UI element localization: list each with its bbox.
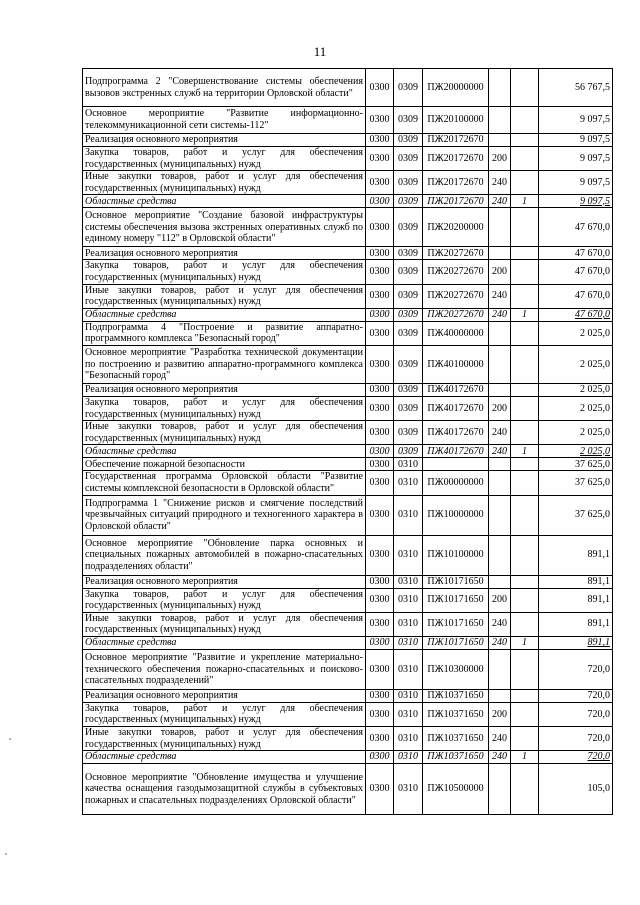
- cell-csr: ПЖ20172670: [423, 171, 489, 195]
- cell-sum: 47 670,0: [539, 308, 613, 321]
- cell-razdel: 0300: [366, 383, 394, 396]
- cell-vr: [489, 649, 511, 689]
- cell-podrazdel: 0309: [394, 195, 423, 208]
- table-row: [83, 247, 613, 260]
- cell-razdel: 0300: [366, 495, 394, 535]
- cell-razdel: 0300: [366, 195, 394, 208]
- cell-csr: ПЖ10371650: [423, 751, 489, 764]
- cell-name: Иные закупки товаров, работ и услуг для обеспечения государственных (муниципальных) нужд: [83, 727, 366, 751]
- cell-kosgu: [511, 171, 539, 195]
- cell-sum: 37 625,0: [539, 495, 613, 535]
- cell-csr: ПЖ20272670: [423, 284, 489, 308]
- cell-razdel: 0300: [366, 134, 394, 147]
- cell-name: Основное мероприятие "Разработка технической документации по построению и развитию аппаратно-программного комплекса "Безопасный город": [83, 345, 366, 383]
- cell-csr: ПЖ20000000: [423, 69, 489, 107]
- cell-vr: [489, 247, 511, 260]
- cell-csr: ПЖ10500000: [423, 764, 489, 815]
- cell-kosgu: [511, 649, 539, 689]
- cell-csr: ПЖ20200000: [423, 208, 489, 247]
- cell-csr: ПЖ20172670: [423, 195, 489, 208]
- cell-podrazdel: 0309: [394, 171, 423, 195]
- cell-kosgu: [511, 247, 539, 260]
- cell-sum: 2 025,0: [539, 321, 613, 345]
- cell-csr: ПЖ10371650: [423, 689, 489, 702]
- cell-razdel: 0300: [366, 649, 394, 689]
- cell-name: Основное мероприятие "Обновление имущества и улучшение качества оснащения газодымозащитной службы в субъектовых пожарных и спасательных подразделениях Орловской области": [83, 764, 366, 815]
- cell-podrazdel: 0309: [394, 107, 423, 134]
- cell-kosgu: [511, 260, 539, 284]
- cell-vr: 200: [489, 702, 511, 726]
- cell-podrazdel: 0309: [394, 208, 423, 247]
- cell-kosgu: [511, 689, 539, 702]
- cell-name: Иные закупки товаров, работ и услуг для обеспечения государственных (муниципальных) нужд: [83, 421, 366, 445]
- table-row: [83, 171, 613, 195]
- cell-sum: 891,1: [539, 636, 613, 649]
- cell-sum: 891,1: [539, 612, 613, 636]
- cell-kosgu: [511, 535, 539, 575]
- table-row: [83, 260, 613, 284]
- cell-vr: [489, 535, 511, 575]
- cell-sum: 720,0: [539, 751, 613, 764]
- table-row: [83, 649, 613, 689]
- cell-vr: [489, 495, 511, 535]
- cell-vr: 240: [489, 612, 511, 636]
- cell-podrazdel: 0309: [394, 396, 423, 420]
- cell-csr: ПЖ10171650: [423, 575, 489, 588]
- cell-kosgu: [511, 383, 539, 396]
- cell-razdel: 0300: [366, 69, 394, 107]
- cell-podrazdel: 0310: [394, 702, 423, 726]
- cell-podrazdel: 0310: [394, 764, 423, 815]
- cell-vr: [489, 321, 511, 345]
- cell-podrazdel: 0309: [394, 147, 423, 171]
- cell-razdel: 0300: [366, 751, 394, 764]
- cell-csr: ПЖ10171650: [423, 612, 489, 636]
- cell-vr: [489, 471, 511, 495]
- cell-sum: 47 670,0: [539, 284, 613, 308]
- table-row: [83, 689, 613, 702]
- cell-csr: ПЖ10171650: [423, 636, 489, 649]
- cell-csr: ПЖ20100000: [423, 107, 489, 134]
- cell-kosgu: [511, 471, 539, 495]
- table-row: [83, 284, 613, 308]
- table-row: [83, 396, 613, 420]
- table-row: [83, 588, 613, 612]
- cell-kosgu: [511, 575, 539, 588]
- cell-razdel: 0300: [366, 284, 394, 308]
- table-row: [83, 345, 613, 383]
- cell-razdel: 0300: [366, 689, 394, 702]
- cell-csr: ПЖ20172670: [423, 147, 489, 171]
- cell-podrazdel: 0310: [394, 495, 423, 535]
- cell-name: Реализация основного мероприятия: [83, 134, 366, 147]
- cell-razdel: 0300: [366, 588, 394, 612]
- cell-sum: 2 025,0: [539, 345, 613, 383]
- cell-csr: ПЖ00000000: [423, 471, 489, 495]
- cell-razdel: 0300: [366, 458, 394, 471]
- table-row: [83, 751, 613, 764]
- cell-sum: 720,0: [539, 702, 613, 726]
- cell-podrazdel: 0309: [394, 260, 423, 284]
- cell-sum: 9 097,5: [539, 171, 613, 195]
- cell-razdel: 0300: [366, 107, 394, 134]
- cell-sum: 9 097,5: [539, 107, 613, 134]
- cell-name: Областные средства: [83, 445, 366, 458]
- cell-sum: 9 097,5: [539, 195, 613, 208]
- cell-sum: 2 025,0: [539, 445, 613, 458]
- scan-artifact: [5, 853, 7, 855]
- cell-name: Закупка товаров, работ и услуг для обеспечения государственных (муниципальных) нужд: [83, 147, 366, 171]
- table-row: [83, 636, 613, 649]
- cell-podrazdel: 0310: [394, 588, 423, 612]
- cell-vr: [489, 575, 511, 588]
- cell-csr: ПЖ10371650: [423, 727, 489, 751]
- cell-razdel: 0300: [366, 471, 394, 495]
- cell-razdel: 0300: [366, 575, 394, 588]
- cell-vr: 240: [489, 636, 511, 649]
- cell-sum: 2 025,0: [539, 383, 613, 396]
- cell-razdel: 0300: [366, 535, 394, 575]
- cell-razdel: 0300: [366, 260, 394, 284]
- table-row: [83, 458, 613, 471]
- table-row: [83, 764, 613, 815]
- table-row: [83, 208, 613, 247]
- cell-kosgu: 1: [511, 195, 539, 208]
- cell-name: Подпрограмма 1 "Снижение рисков и смягчение последствий чрезвычайных ситуаций природного и техногенного характера в Орловской области": [83, 495, 366, 535]
- cell-podrazdel: 0310: [394, 751, 423, 764]
- cell-razdel: 0300: [366, 764, 394, 815]
- cell-podrazdel: 0309: [394, 134, 423, 147]
- scan-artifact: [9, 738, 11, 740]
- cell-podrazdel: 0309: [394, 345, 423, 383]
- cell-csr: ПЖ40172670: [423, 396, 489, 420]
- cell-vr: 240: [489, 727, 511, 751]
- table-row: [83, 535, 613, 575]
- cell-kosgu: [511, 612, 539, 636]
- cell-razdel: 0300: [366, 321, 394, 345]
- cell-razdel: 0300: [366, 445, 394, 458]
- cell-razdel: 0300: [366, 396, 394, 420]
- cell-name: Областные средства: [83, 636, 366, 649]
- cell-vr: [489, 458, 511, 471]
- cell-kosgu: [511, 208, 539, 247]
- cell-razdel: 0300: [366, 421, 394, 445]
- cell-razdel: 0300: [366, 308, 394, 321]
- cell-name: Государственная программа Орловской области "Развитие системы комплексной безопасности в Орловской области": [83, 471, 366, 495]
- cell-vr: [489, 383, 511, 396]
- cell-razdel: 0300: [366, 345, 394, 383]
- cell-vr: 240: [489, 751, 511, 764]
- cell-name: Реализация основного мероприятия: [83, 247, 366, 260]
- cell-kosgu: [511, 458, 539, 471]
- cell-name: Иные закупки товаров, работ и услуг для обеспечения государственных (муниципальных) нужд: [83, 612, 366, 636]
- cell-sum: 56 767,5: [539, 69, 613, 107]
- cell-vr: 240: [489, 445, 511, 458]
- cell-kosgu: [511, 107, 539, 134]
- cell-razdel: 0300: [366, 247, 394, 260]
- cell-podrazdel: 0310: [394, 471, 423, 495]
- cell-name: Основное мероприятие "Развитие информационно-телекоммуникационной сети системы-112": [83, 107, 366, 134]
- cell-vr: 240: [489, 171, 511, 195]
- cell-name: Обеспечение пожарной безопасности: [83, 458, 366, 471]
- cell-name: Основное мероприятие "Развитие и укрепление материально-технического обеспечения пожарно-спасательных и поисково-спасательных подразделений": [83, 649, 366, 689]
- cell-kosgu: [511, 495, 539, 535]
- cell-name: Областные средства: [83, 751, 366, 764]
- cell-kosgu: [511, 764, 539, 815]
- cell-name: Иные закупки товаров, работ и услуг для обеспечения государственных (муниципальных) нужд: [83, 171, 366, 195]
- table-row: [83, 727, 613, 751]
- cell-podrazdel: 0310: [394, 575, 423, 588]
- cell-vr: 240: [489, 284, 511, 308]
- cell-csr: ПЖ10000000: [423, 495, 489, 535]
- cell-sum: 9 097,5: [539, 147, 613, 171]
- cell-name: Подпрограмма 4 "Построение и развитие аппаратно-программного комплекса "Безопасный город": [83, 321, 366, 345]
- cell-name: Областные средства: [83, 308, 366, 321]
- cell-vr: 240: [489, 195, 511, 208]
- cell-csr: ПЖ40172670: [423, 445, 489, 458]
- cell-razdel: 0300: [366, 171, 394, 195]
- cell-kosgu: [511, 134, 539, 147]
- cell-vr: 200: [489, 396, 511, 420]
- cell-sum: 47 670,0: [539, 247, 613, 260]
- table-row: [83, 147, 613, 171]
- cell-vr: [489, 134, 511, 147]
- cell-podrazdel: 0310: [394, 535, 423, 575]
- cell-vr: [489, 208, 511, 247]
- cell-kosgu: [511, 421, 539, 445]
- cell-kosgu: 1: [511, 308, 539, 321]
- cell-podrazdel: 0309: [394, 69, 423, 107]
- cell-kosgu: [511, 396, 539, 420]
- table-row: [83, 195, 613, 208]
- cell-vr: 240: [489, 421, 511, 445]
- cell-csr: ПЖ10300000: [423, 649, 489, 689]
- cell-kosgu: 1: [511, 445, 539, 458]
- table-row: [83, 421, 613, 445]
- cell-sum: 2 025,0: [539, 421, 613, 445]
- cell-name: Областные средства: [83, 195, 366, 208]
- cell-sum: 37 625,0: [539, 471, 613, 495]
- cell-name: Реализация основного мероприятия: [83, 575, 366, 588]
- cell-kosgu: [511, 69, 539, 107]
- table-row: [83, 308, 613, 321]
- table-row: [83, 134, 613, 147]
- cell-vr: [489, 689, 511, 702]
- cell-vr: 240: [489, 308, 511, 321]
- cell-sum: 105,0: [539, 764, 613, 815]
- cell-podrazdel: 0310: [394, 689, 423, 702]
- cell-sum: 891,1: [539, 535, 613, 575]
- cell-csr: ПЖ20272670: [423, 308, 489, 321]
- cell-podrazdel: 0309: [394, 383, 423, 396]
- cell-csr: ПЖ40000000: [423, 321, 489, 345]
- cell-sum: 9 097,5: [539, 134, 613, 147]
- cell-sum: 720,0: [539, 727, 613, 751]
- cell-name: Иные закупки товаров, работ и услуг для обеспечения государственных (муниципальных) нужд: [83, 284, 366, 308]
- cell-name: Подпрограмма 2 "Совершенствование системы обеспечения вызовов экстренных служб на территории Орловской области": [83, 69, 366, 107]
- cell-podrazdel: 0310: [394, 458, 423, 471]
- cell-razdel: 0300: [366, 702, 394, 726]
- cell-sum: 47 670,0: [539, 208, 613, 247]
- table-row: [83, 575, 613, 588]
- cell-csr: ПЖ20272670: [423, 247, 489, 260]
- cell-podrazdel: 0309: [394, 421, 423, 445]
- cell-sum: 891,1: [539, 588, 613, 612]
- cell-sum: 2 025,0: [539, 396, 613, 420]
- cell-csr: ПЖ10100000: [423, 535, 489, 575]
- cell-kosgu: [511, 321, 539, 345]
- cell-podrazdel: 0310: [394, 612, 423, 636]
- cell-podrazdel: 0310: [394, 727, 423, 751]
- cell-podrazdel: 0310: [394, 649, 423, 689]
- cell-name: Реализация основного мероприятия: [83, 689, 366, 702]
- cell-kosgu: [511, 702, 539, 726]
- table-row: [83, 445, 613, 458]
- cell-vr: [489, 764, 511, 815]
- cell-razdel: 0300: [366, 612, 394, 636]
- cell-csr: ПЖ40172670: [423, 421, 489, 445]
- cell-name: Реализация основного мероприятия: [83, 383, 366, 396]
- cell-csr: [423, 458, 489, 471]
- table-row: [83, 321, 613, 345]
- cell-name: Закупка товаров, работ и услуг для обеспечения государственных (муниципальных) нужд: [83, 396, 366, 420]
- cell-csr: ПЖ10371650: [423, 702, 489, 726]
- table-row: [83, 702, 613, 726]
- cell-name: Закупка товаров, работ и услуг для обеспечения государственных (муниципальных) нужд: [83, 260, 366, 284]
- cell-kosgu: [511, 588, 539, 612]
- cell-vr: [489, 107, 511, 134]
- cell-csr: ПЖ20272670: [423, 260, 489, 284]
- cell-podrazdel: 0309: [394, 247, 423, 260]
- cell-sum: 720,0: [539, 649, 613, 689]
- cell-podrazdel: 0309: [394, 308, 423, 321]
- cell-kosgu: [511, 345, 539, 383]
- cell-csr: ПЖ40100000: [423, 345, 489, 383]
- cell-podrazdel: 0309: [394, 284, 423, 308]
- cell-razdel: 0300: [366, 208, 394, 247]
- table-row: [83, 107, 613, 134]
- table-row: [83, 69, 613, 107]
- cell-vr: [489, 69, 511, 107]
- budget-table-body: [83, 69, 613, 815]
- cell-sum: 720,0: [539, 689, 613, 702]
- cell-podrazdel: 0309: [394, 445, 423, 458]
- cell-kosgu: [511, 284, 539, 308]
- cell-kosgu: [511, 727, 539, 751]
- page-number: 11: [313, 44, 327, 59]
- cell-vr: [489, 345, 511, 383]
- cell-kosgu: 1: [511, 636, 539, 649]
- cell-csr: ПЖ20172670: [423, 134, 489, 147]
- cell-razdel: 0300: [366, 636, 394, 649]
- cell-sum: 37 625,0: [539, 458, 613, 471]
- table-row: [83, 383, 613, 396]
- cell-csr: ПЖ10171650: [423, 588, 489, 612]
- cell-vr: 200: [489, 147, 511, 171]
- cell-name: Основное мероприятие "Обновление парка основных и специальных пожарных автомобилей в пожарно-спасательных подразделениях области": [83, 535, 366, 575]
- cell-sum: 891,1: [539, 575, 613, 588]
- table-row: [83, 471, 613, 495]
- cell-kosgu: [511, 147, 539, 171]
- cell-csr: ПЖ40172670: [423, 383, 489, 396]
- cell-vr: 200: [489, 588, 511, 612]
- table-row: [83, 495, 613, 535]
- cell-sum: 47 670,0: [539, 260, 613, 284]
- cell-podrazdel: 0309: [394, 321, 423, 345]
- cell-razdel: 0300: [366, 147, 394, 171]
- cell-name: Закупка товаров, работ и услуг для обеспечения государственных (муниципальных) нужд: [83, 702, 366, 726]
- cell-name: Основное мероприятие "Создание базовой инфраструктуры системы обеспечения вызова экстренных оперативных служб по единому номеру "112" в Орловской области": [83, 208, 366, 247]
- cell-kosgu: 1: [511, 751, 539, 764]
- cell-razdel: 0300: [366, 727, 394, 751]
- table-row: [83, 612, 613, 636]
- cell-vr: 200: [489, 260, 511, 284]
- cell-name: Закупка товаров, работ и услуг для обеспечения государственных (муниципальных) нужд: [83, 588, 366, 612]
- cell-podrazdel: 0310: [394, 636, 423, 649]
- budget-table: [82, 68, 613, 815]
